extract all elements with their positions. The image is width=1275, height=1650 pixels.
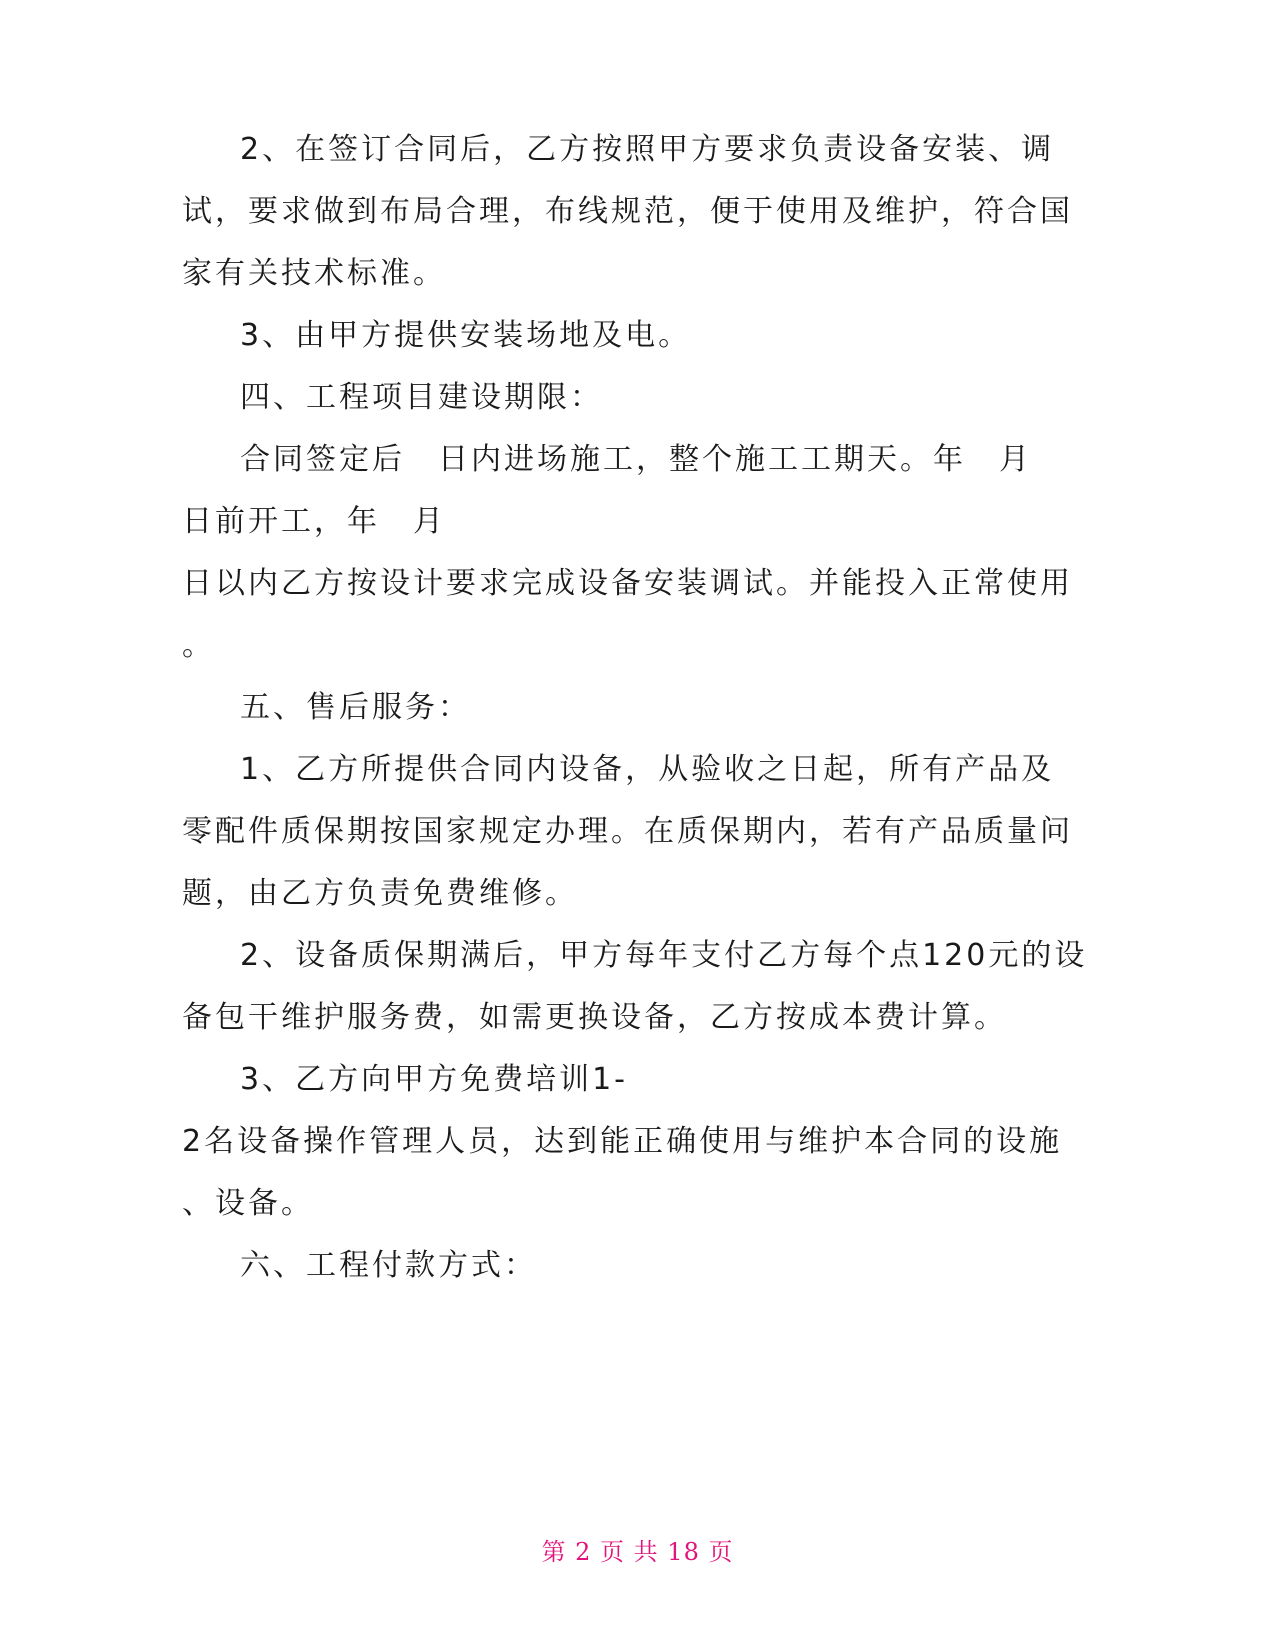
section-heading: 五、售后服务： (240, 690, 471, 725)
paragraph-line: 日以内乙方按设计要求完成设备安装调试。并能投入正常使用 (182, 566, 1073, 601)
paragraph-line: 2名设备操作管理人员，达到能正确使用与维护本合同的设施 (182, 1124, 1063, 1159)
paragraph-line: 合同签定后 日内进场施工，整个施工工期天。年 月 (240, 442, 1032, 477)
paragraph-line: 3、乙方向甲方免费培训1- (240, 1062, 628, 1097)
section-heading: 六、工程付款方式： (240, 1248, 537, 1283)
section-heading: 四、工程项目建设期限： (240, 380, 603, 415)
paragraph-line: 家有关技术标准。 (182, 256, 446, 291)
paragraph-line: 1、乙方所提供合同内设备，从验收之日起，所有产品及 (240, 752, 1055, 787)
paragraph-line: 2、在签订合同后，乙方按照甲方要求负责设备安装、调 (240, 132, 1055, 167)
paragraph-line: 。 (182, 628, 215, 663)
paragraph-line: 、设备。 (182, 1186, 314, 1221)
paragraph-line: 备包干维护服务费，如需更换设备，乙方按成本费计算。 (182, 1000, 1007, 1035)
paragraph-line: 题，由乙方负责免费维修。 (182, 876, 578, 911)
paragraph-line: 零配件质保期按国家规定办理。在质保期内，若有产品质量问 (182, 814, 1073, 849)
paragraph-line: 日前开工，年 月 (182, 504, 446, 539)
page-number-footer: 第 2 页 共 18 页 (541, 1538, 734, 1566)
paragraph-line: 3、由甲方提供安装场地及电。 (240, 318, 692, 353)
paragraph-line: 2、设备质保期满后，甲方每年支付乙方每个点120元的设 (240, 938, 1088, 973)
paragraph-line: 试，要求做到布局合理，布线规范，便于使用及维护，符合国 (182, 194, 1073, 229)
